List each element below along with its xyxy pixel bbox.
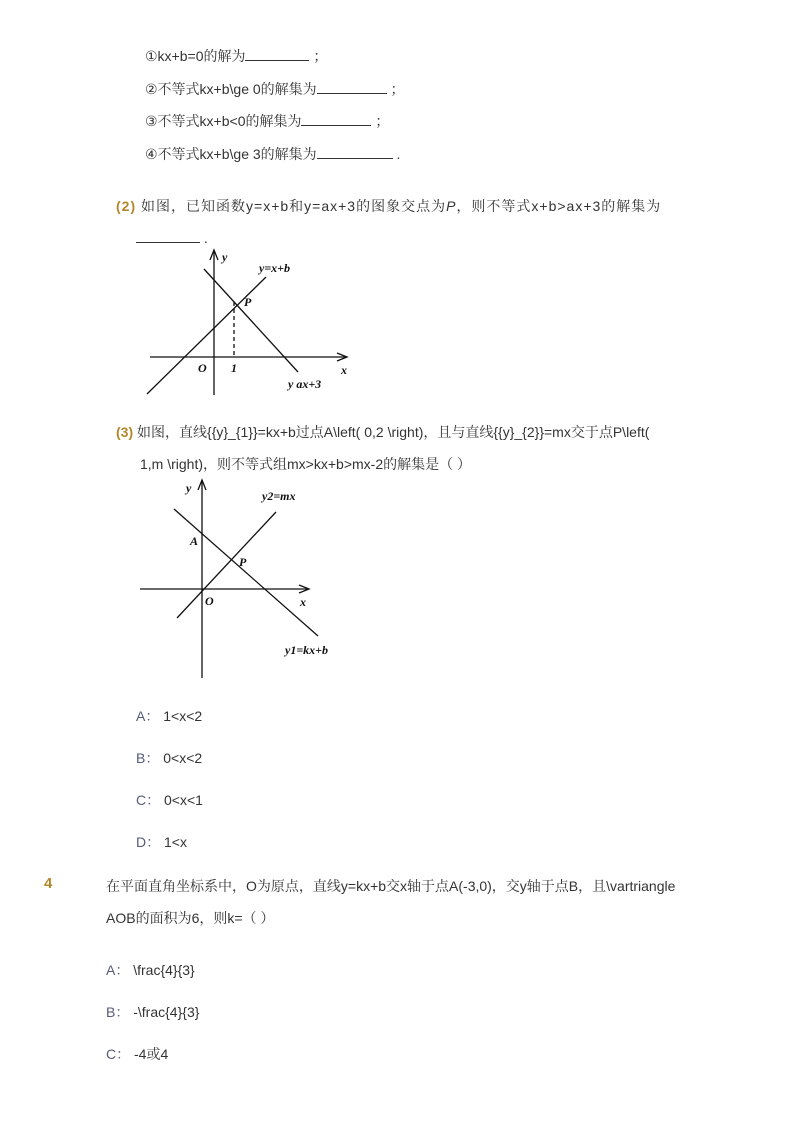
sub-question-label: (2) <box>116 198 137 214</box>
origin-label: O <box>198 361 207 375</box>
origin-label: O <box>205 594 214 608</box>
option-a[interactable]: A： \frac{4}{3} <box>106 962 195 978</box>
point-a-label: A <box>190 534 199 548</box>
option-c[interactable]: C： 0<x<1 <box>136 792 203 808</box>
sub-question-3-line2: 1,m \right)，则不等式组mx>kx+b>mx-2的解集是（ ） <box>140 456 471 472</box>
line-y1-label: y1=kx+b <box>285 643 329 657</box>
line1-label: y=x+b <box>259 261 291 275</box>
y-axis-label: y <box>186 481 192 495</box>
sub-question-3: (3) 如图，直线{{y}_{1}}=kx+b过点A\left( 0,2 \right)，且与直线{{y}_{2}}=mx交于点P\left( <box>116 424 650 440</box>
line-y2-label: y2=mx <box>262 489 296 503</box>
question-number: 4 <box>44 875 53 892</box>
question-4-line2: AOB的面积为6，则k=（ ） <box>106 910 275 926</box>
item-2: ②不等式kx+b\ge 0的解集为 ； <box>145 81 405 97</box>
point-p-label: P <box>244 295 252 309</box>
item-1: ①kx+b=0的解为 ； <box>145 48 328 64</box>
option-b[interactable]: B： 0<x<2 <box>136 750 203 766</box>
sub-question-2: (2) 如图，已知函数y=x+b和y=ax+3的图象交点为P，则不等式x+b>ax+3的解集为 <box>116 198 662 214</box>
option-a[interactable]: A： 1<x<2 <box>136 708 203 724</box>
item-3: ③不等式kx+b<0的解集为 ； <box>145 113 390 129</box>
sub-question-label: (3) <box>116 424 134 440</box>
line-y2 <box>177 512 276 618</box>
option-c[interactable]: C： -4或4 <box>106 1046 169 1062</box>
option-d[interactable]: D： 1<x <box>136 834 187 850</box>
tick-label: 1 <box>231 361 237 375</box>
x-axis-label: x <box>341 363 347 377</box>
x-axis-label: x <box>300 595 306 609</box>
y-axis-label: y <box>222 250 228 264</box>
sub-question-2-answer: . <box>136 228 208 248</box>
line-y1 <box>174 509 318 636</box>
line2-label: y ax+3 <box>288 377 322 391</box>
item-4: ④不等式kx+b\ge 3的解集为 . <box>145 146 401 162</box>
option-b[interactable]: B： -\frac{4}{3} <box>106 1004 200 1020</box>
question-4-line1: 在平面直角坐标系中，O为原点，直线y=kx+b交x轴于点A(-3,0)，交y轴于点B，且\vartriangle <box>106 878 676 894</box>
point-p-label: P <box>239 555 247 569</box>
